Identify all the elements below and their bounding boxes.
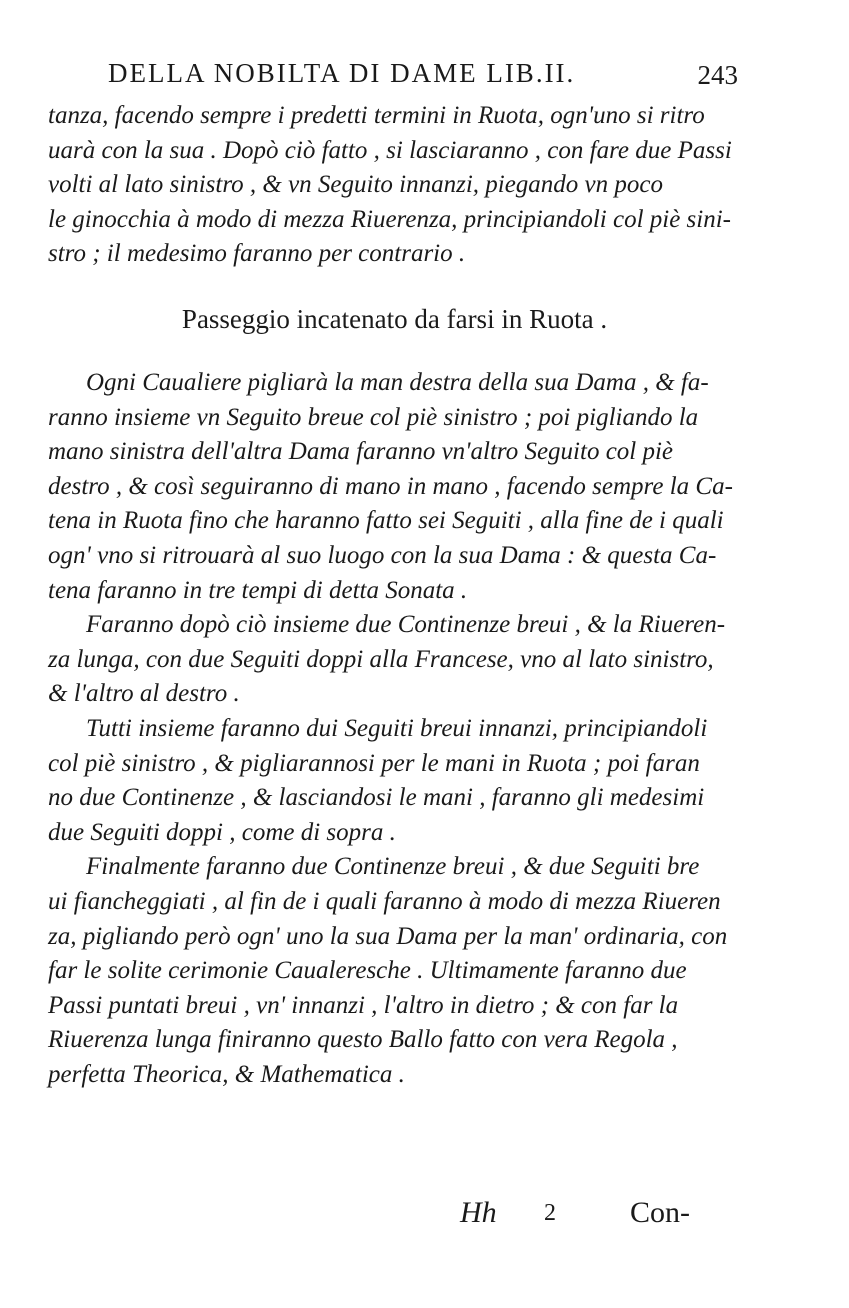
text-line: stro ; il medesimo faranno per contrario .	[48, 240, 466, 268]
text-line: & l'altro al destro .	[48, 680, 240, 708]
signature-number: 2	[544, 1200, 556, 1226]
text-line: le ginocchia à modo di mezza Riuerenza, principiandoli col piè sini-	[48, 205, 732, 233]
page-footer	[460, 1196, 700, 1236]
text-line: ui fiancheggiati , al fin de i quali faranno à modo di mezza Riueren	[48, 887, 721, 915]
text-line: perfetta Theorica, & Mathematica .	[48, 1060, 405, 1088]
paragraph-first-line: Finalmente faranno due Continenze breui , & due Seguiti bre	[86, 853, 700, 881]
signature-mark: Hh	[460, 1196, 497, 1229]
text-line: col piè sinistro , & pigliarannosi per le mani in Ruota ; poi faran	[48, 749, 700, 777]
paragraph-first-line: Faranno dopò ciò insieme due Continenze breui , & la Riueren-	[86, 611, 726, 639]
paragraph-first-line: Ogni Caualiere pigliarà la man destra della sua Dama , & fa-	[86, 369, 709, 396]
paragraph-first-line: Tutti insieme faranno dui Seguiti breui innanzi, principiandoli	[86, 714, 708, 742]
text-line: uarà con la sua . Dopò ciò fatto , si lasciaranno , con fare due Passi	[48, 136, 732, 164]
section-heading: Passeggio incatenato da farsi in Ruota .	[181, 304, 608, 334]
text-line: no due Continenze , & lasciandosi le mani , faranno gli medesimi	[48, 784, 705, 812]
text-line: za, pigliando però ogn' uno la sua Dama per la man' ordinaria, con	[48, 922, 728, 950]
section-body	[48, 366, 738, 1092]
running-title: DELLA NOBILTA DI DAME LIB.II.	[108, 58, 576, 88]
text-line: mano sinistra dell'altra Dama faranno vn'altro Seguito col piè	[48, 438, 674, 466]
page-number: 243	[697, 60, 738, 90]
text-line: far le solite cerimonie Caualeresche . Ultimamente faranno due	[48, 957, 687, 985]
text-line: ranno insieme vn Seguito breue col piè sinistro ; poi pigliando la	[48, 403, 699, 431]
continuation-paragraph	[48, 99, 738, 272]
text-line: za lunga, con due Seguiti doppi alla Francese, vno al lato sinistro,	[48, 645, 714, 673]
text-line: due Seguiti doppi , come di sopra .	[48, 818, 396, 846]
running-head	[108, 58, 738, 94]
text-line: tanza, facendo sempre i predetti termini in Ruota, ogn'uno si ritro	[48, 102, 705, 129]
text-line: volti al lato sinistro , & vn Seguito innanzi, piegando vn poco	[48, 171, 664, 199]
text-line: ogn' vno si ritrouarà al suo luogo con la sua Dama : & questa Ca-	[48, 541, 717, 569]
text-line: tena faranno in tre tempi di detta Sonata .	[48, 576, 468, 604]
text-line: Riuerenza lunga finiranno questo Ballo fatto con vera Regola ,	[48, 1026, 678, 1054]
text-line: destro , & così seguiranno di mano in mano , facendo sempre la Ca-	[48, 472, 733, 500]
catchword: Con-	[630, 1196, 690, 1229]
text-line: tena in Ruota fino che haranno fatto sei Seguiti , alla fine de i quali	[48, 507, 724, 535]
text-line: Passi puntati breui , vn' innanzi , l'altro in dietro ; & con far la	[48, 991, 679, 1019]
